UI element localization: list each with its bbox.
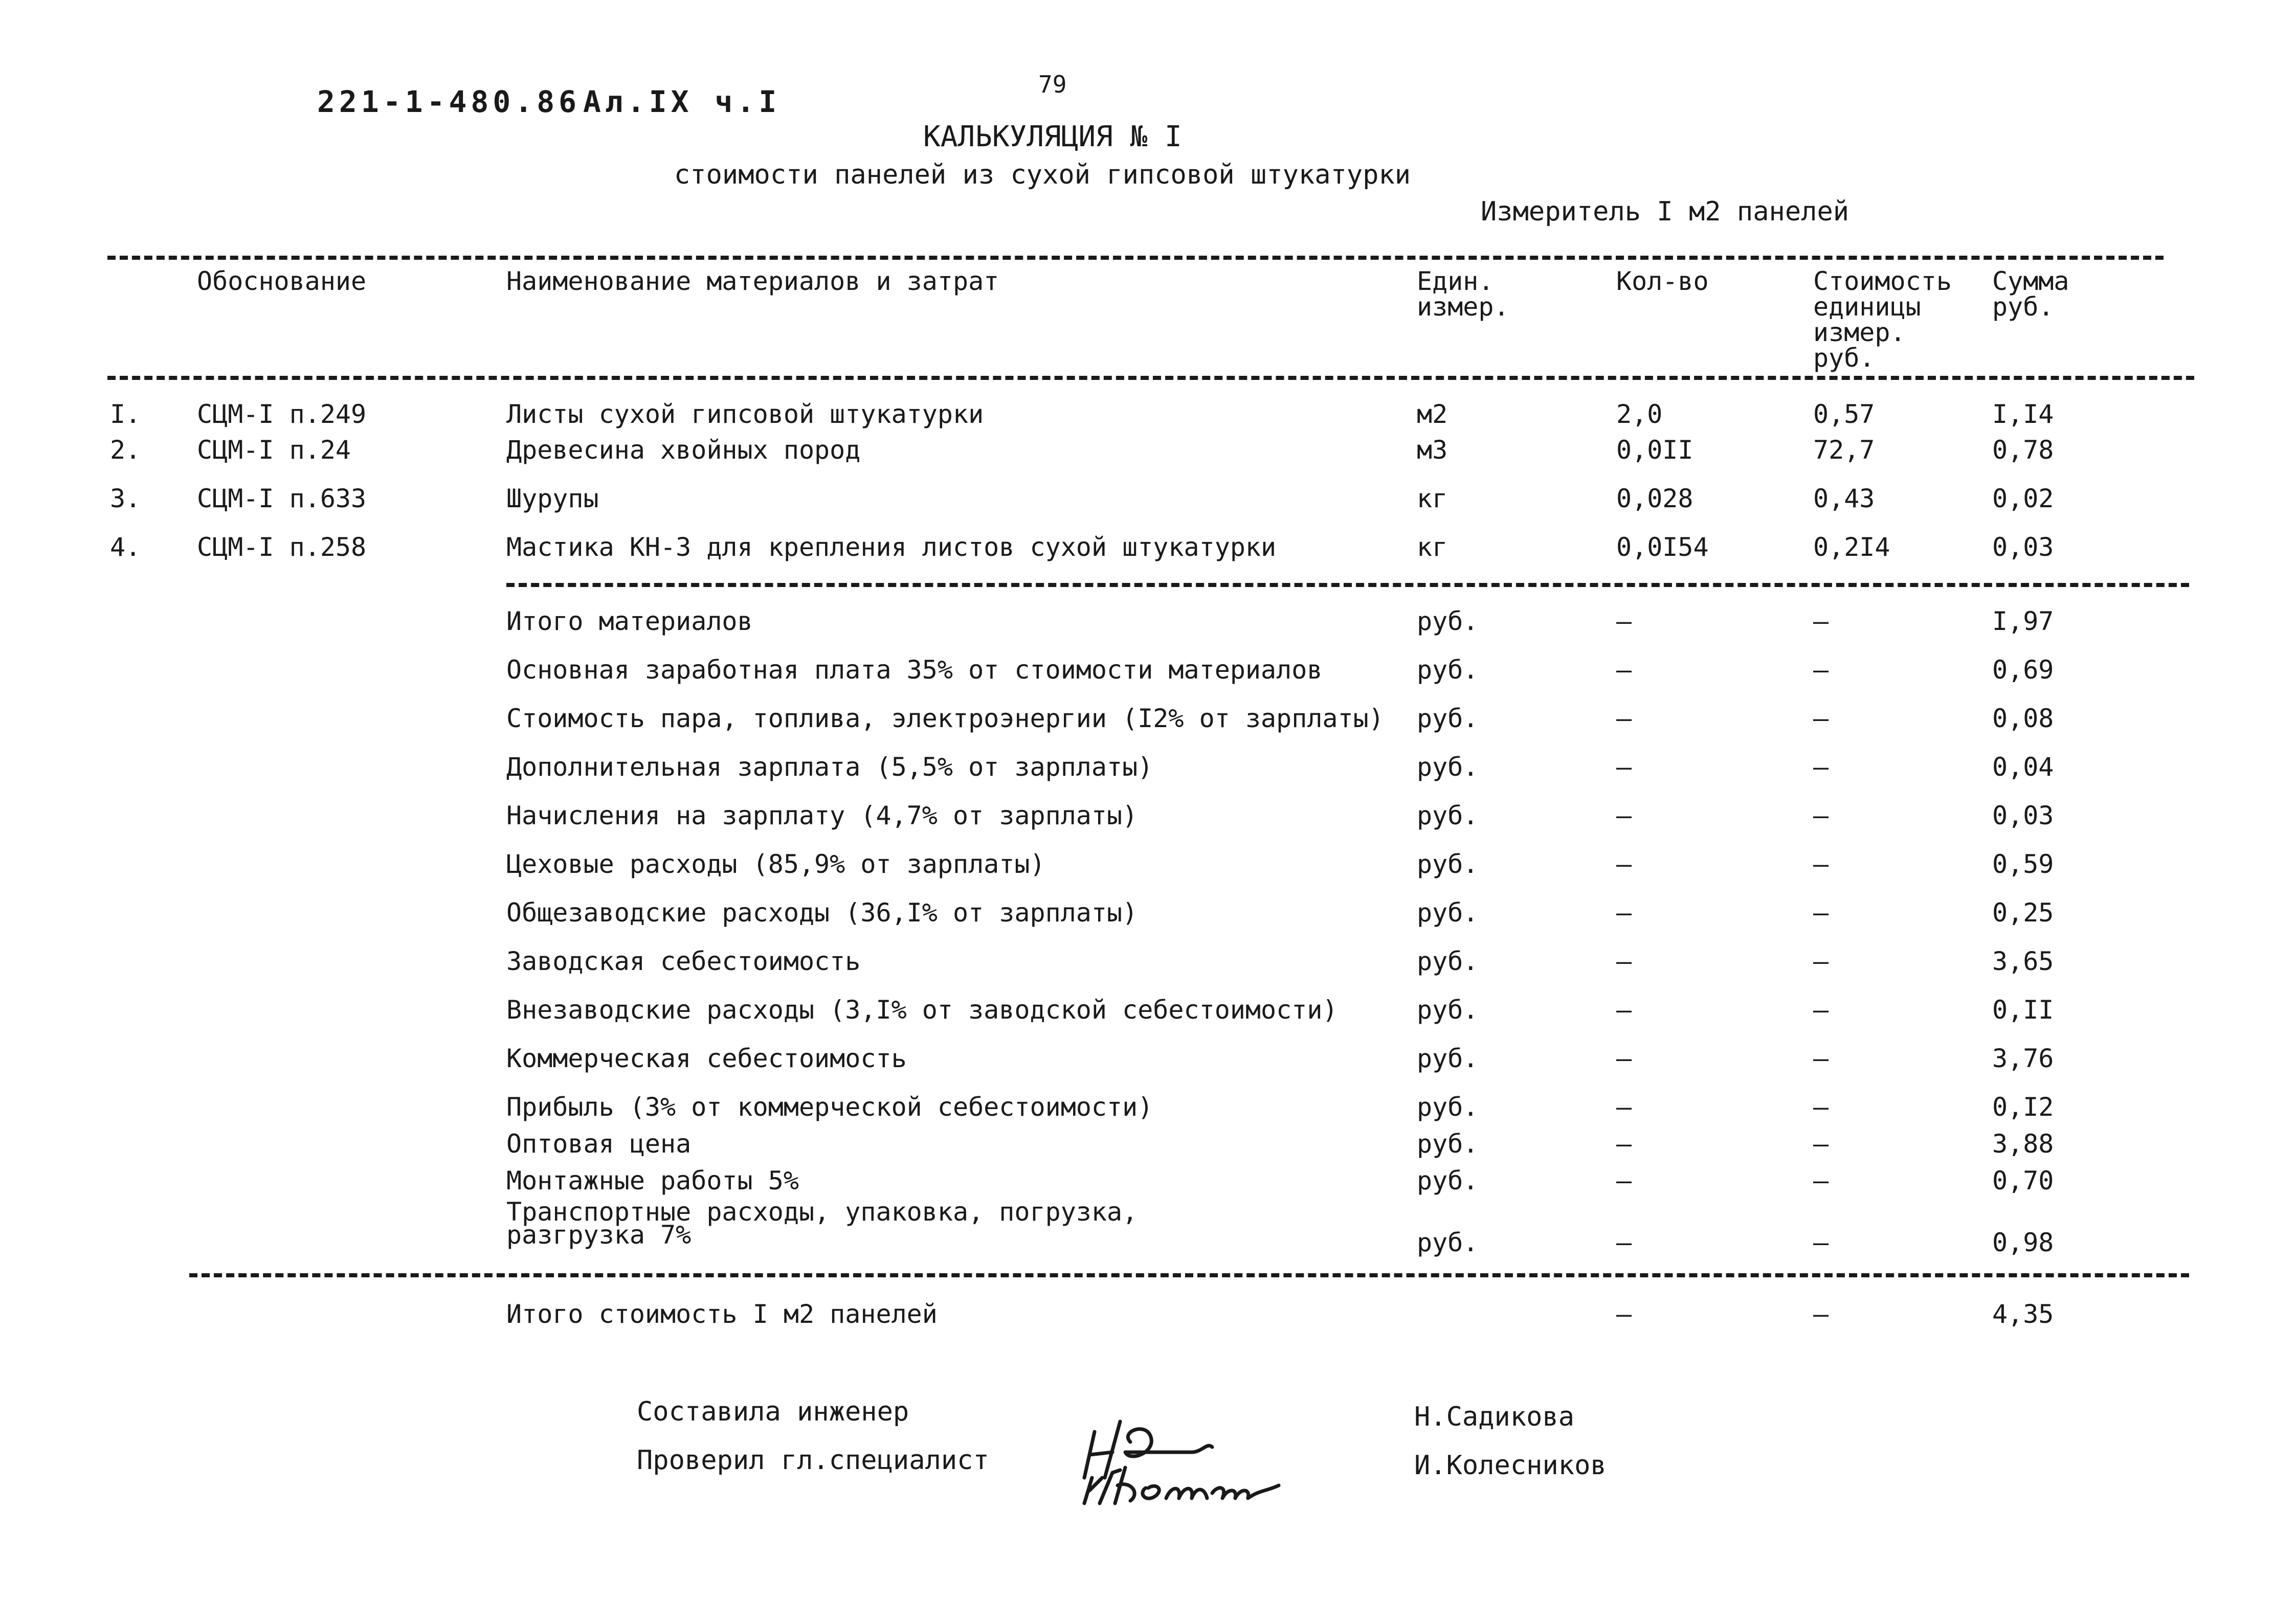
row-name: Листы сухой гипсовой штукатурки <box>506 399 984 429</box>
row-qty: – <box>1616 946 1632 976</box>
row-qty: – <box>1616 655 1632 685</box>
row-unit-cost: – <box>1813 1044 1829 1073</box>
checked-by-name: И.Колесников <box>1414 1450 1607 1481</box>
divider-total <box>189 1273 2189 1277</box>
row-unit: руб. <box>1417 704 1479 733</box>
row-qty: – <box>1616 849 1632 879</box>
row-unit: руб. <box>1417 752 1479 782</box>
row-unit: кг <box>1417 484 1448 513</box>
table-row <box>0 1230 2296 1260</box>
table-row <box>0 754 2296 785</box>
row-unit-cost: 0,57 <box>1813 399 1875 429</box>
row-name: Заводская себестоимость <box>506 946 861 976</box>
table-row <box>0 657 2296 688</box>
row-name: Начисления на зарплату (4,7% от зарплаты) <box>506 801 1138 830</box>
row-name: Коммерческая себестоимость <box>506 1044 907 1073</box>
table-row <box>0 1168 2296 1199</box>
row-qty: 0,0I54 <box>1616 532 1709 562</box>
column-header-qty: Кол-во <box>1616 266 1709 296</box>
column-header-basis: Обоснование <box>197 266 367 296</box>
row-unit-cost: – <box>1813 849 1829 879</box>
row-unit-cost: – <box>1813 1166 1829 1196</box>
row-qty: – <box>1616 898 1632 928</box>
table-row <box>0 997 2296 1028</box>
table-row <box>0 946 2296 979</box>
row-sum: 0,02 <box>1992 484 2054 513</box>
row-sum: 3,76 <box>1992 1044 2054 1073</box>
total-qty: – <box>1616 1299 1632 1329</box>
table-row <box>0 1094 2296 1125</box>
row-unit: руб. <box>1417 898 1479 928</box>
divider-header <box>107 376 2194 380</box>
row-number: 4. <box>110 532 141 562</box>
divider-materials <box>506 583 2189 587</box>
page-subtitle: стоимости панелей из сухой гипсовой штукатурки <box>674 160 1411 190</box>
row-qty: – <box>1616 1228 1632 1257</box>
table-row <box>0 437 2296 468</box>
row-name: Монтажные работы 5% <box>506 1166 799 1196</box>
compiled-by-name: Н.Садикова <box>1414 1402 1575 1432</box>
row-unit-cost: 0,2I4 <box>1813 532 1890 562</box>
row-number: 3. <box>110 484 141 513</box>
row-qty: – <box>1616 606 1632 636</box>
table-row <box>0 608 2296 639</box>
row-unit-cost: – <box>1813 704 1829 733</box>
row-sum: 0,69 <box>1992 655 2054 685</box>
row-sum: 0,II <box>1992 995 2054 1025</box>
album-label: Ал.IX ч.I <box>583 84 781 119</box>
row-unit: м3 <box>1417 435 1448 465</box>
table-row <box>0 401 2296 432</box>
row-unit: руб. <box>1417 1228 1479 1257</box>
column-header-unit: Един. измер. <box>1417 266 1509 322</box>
row-unit: руб. <box>1417 606 1479 636</box>
total-sum: 4,35 <box>1992 1299 2054 1329</box>
row-name: Цеховые расходы (85,9% от зарплаты) <box>506 849 1045 879</box>
row-name: Дополнительная зарплата (5,5% от зарплаты) <box>506 752 1153 782</box>
row-qty: – <box>1616 704 1632 733</box>
row-sum: 0,98 <box>1992 1228 2054 1257</box>
column-header-sum: Сумма руб. <box>1992 266 2069 322</box>
row-unit-cost: – <box>1813 898 1829 928</box>
row-unit: руб. <box>1417 946 1479 976</box>
row-unit-cost: – <box>1813 801 1829 830</box>
row-name: Общезаводские расходы (36,I% от зарплаты) <box>506 898 1138 928</box>
row-sum: I,97 <box>1992 606 2054 636</box>
row-name: Итого материалов <box>506 606 753 636</box>
row-unit-cost: – <box>1813 606 1829 636</box>
divider-top <box>107 256 2164 260</box>
row-qty: 0,028 <box>1616 484 1693 513</box>
row-qty: – <box>1616 1092 1632 1122</box>
row-qty: – <box>1616 995 1632 1025</box>
row-basis: СЦМ-I п.633 <box>197 484 367 513</box>
row-qty: – <box>1616 1129 1632 1159</box>
row-unit: руб. <box>1417 1092 1479 1122</box>
row-unit: м2 <box>1417 399 1448 429</box>
row-qty: 2,0 <box>1616 399 1663 429</box>
column-header-name: Наименование материалов и затрат <box>506 266 999 296</box>
handwritten-signature-icon <box>1074 1375 1340 1508</box>
row-unit-cost: – <box>1813 1092 1829 1122</box>
table-row <box>0 486 2296 516</box>
total-name: Итого стоимость I м2 панелей <box>506 1299 938 1329</box>
row-sum: 0,03 <box>1992 532 2054 562</box>
row-basis: СЦМ-I п.24 <box>197 435 351 465</box>
transport-name-line1: Транспортные расходы, упаковка, погрузка, <box>506 1197 1138 1227</box>
row-sum: 0,59 <box>1992 849 2054 879</box>
row-unit: руб. <box>1417 1044 1479 1073</box>
row-unit-cost: – <box>1813 655 1829 685</box>
table-row <box>0 1046 2296 1076</box>
row-unit-cost: – <box>1813 1228 1829 1257</box>
row-name: Основная заработная плата 35% от стоимости материалов <box>506 655 1323 685</box>
row-unit: руб. <box>1417 995 1479 1025</box>
page-number: 79 <box>1038 71 1067 98</box>
row-unit-cost: – <box>1813 752 1829 782</box>
document-code: 221-1-480.86 <box>317 84 581 119</box>
table-row <box>0 900 2296 931</box>
column-header-unit-cost: Стоимость единицы измер. руб. <box>1813 266 1952 373</box>
row-unit: руб. <box>1417 849 1479 879</box>
row-sum: 0,70 <box>1992 1166 2054 1196</box>
row-number: 2. <box>110 435 141 465</box>
row-unit-cost: – <box>1813 1129 1829 1159</box>
row-qty: – <box>1616 1044 1632 1073</box>
row-unit: руб. <box>1417 801 1479 830</box>
row-sum: 0,04 <box>1992 752 2054 782</box>
row-name: Внезаводские расходы (3,I% от заводской себестоимости) <box>506 995 1338 1025</box>
row-unit: руб. <box>1417 655 1479 685</box>
row-sum: 3,65 <box>1992 946 2054 976</box>
total-unit-cost: – <box>1813 1299 1829 1329</box>
row-basis: СЦМ-I п.249 <box>197 399 367 429</box>
checked-by-label: Проверил гл.специалист <box>637 1445 989 1476</box>
row-number: I. <box>110 399 141 429</box>
row-sum: 0,08 <box>1992 704 2054 733</box>
transport-name-line2: разгрузка 7% <box>506 1220 692 1250</box>
row-unit-cost: 0,43 <box>1813 484 1875 513</box>
row-unit-cost: – <box>1813 995 1829 1025</box>
row-unit: руб. <box>1417 1166 1479 1196</box>
table-row <box>0 1131 2296 1162</box>
row-sum: 0,78 <box>1992 435 2054 465</box>
table-row <box>0 803 2296 833</box>
row-name: Мастика КН-3 для крепления листов сухой штукатурки <box>506 532 1277 562</box>
row-unit-cost: 72,7 <box>1813 435 1875 465</box>
table-row <box>0 706 2296 736</box>
row-sum: 0,25 <box>1992 898 2054 928</box>
row-unit-cost: – <box>1813 946 1829 976</box>
measure-unit: Измеритель I м2 панелей <box>1481 196 1849 227</box>
row-name: Стоимость пара, топлива, электроэнергии (I2% от зарплаты) <box>506 704 1384 733</box>
row-name: Прибыль (3% от коммерческой себестоимости) <box>506 1092 1153 1122</box>
row-sum: 0,03 <box>1992 801 2054 830</box>
row-qty: – <box>1616 752 1632 782</box>
table-row <box>0 534 2296 565</box>
row-basis: СЦМ-I п.258 <box>197 532 367 562</box>
row-qty: – <box>1616 1166 1632 1196</box>
row-sum: 3,88 <box>1992 1129 2054 1159</box>
row-name: Древесина хвойных пород <box>506 435 861 465</box>
row-sum: I,I4 <box>1992 399 2054 429</box>
row-sum: 0,I2 <box>1992 1092 2054 1122</box>
row-name: Оптовая цена <box>506 1129 692 1159</box>
total-row <box>0 1301 2296 1332</box>
table-row <box>0 851 2296 882</box>
row-unit: руб. <box>1417 1129 1479 1159</box>
compiled-by-label: Составила инженер <box>637 1396 909 1427</box>
row-name: Шурупы <box>506 484 599 513</box>
row-qty: 0,0II <box>1616 435 1693 465</box>
row-qty: – <box>1616 801 1632 830</box>
page-title: КАЛЬКУЛЯЦИЯ № I <box>923 120 1182 153</box>
row-unit: кг <box>1417 532 1448 562</box>
